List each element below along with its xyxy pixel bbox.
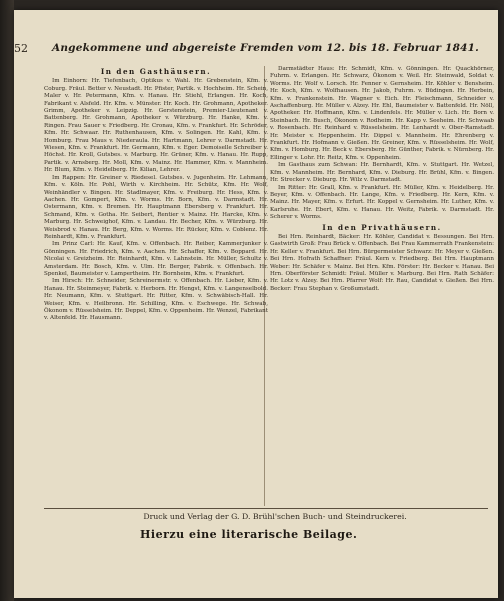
footer-rule: [44, 508, 488, 509]
list-item: Im Ritter: Hr. Grall, Kfm. v. Frankfurt. Hr. Müller, Kfm. v. Heidelberg. Hr. Beyer, Kfm. v. Offenbach. Hr. Lange, Kfm. v. Friedberg. Hr. Kern, Kfm. v. Mainz. Hr. Mayer, Kfm. v. Erfurt. Hr. Koppel v. Gernsheim. Hr. Luther, Kfm. v. Karlsruhe. Hr. Ebert, Kfm. v. Hanau. Hr. Weitz, Fabrik. v. Darmstadt. Hr. Scherer v. Worms.: [270, 184, 494, 221]
list-item: Im Rappen: Hr. Greiner v. Riedesel. Gutsbes. v. Jugenheim. Hr. Lehmann, Kfm. v. Köln. Hr. Pohl, Wirth v. Kirchheim. Hr. Schütz, Kfm. Hr. Wolf, Weinhändler v. Bingen. Hr. Stadlmayer, Kfm. v. Freiburg. Hr. Hess, Kfm. v. Aachen. Hr. Gompert, Kfm. v. Worms. Hr. Born, Kfm. v. Darmstadt. Hr. Ostermann, Kfm. v. Bremen. Hr. Hauptmann Ebersberg v. Frankfurt. Hr. Schmand, Kfm. v. Gotha. Hr. Seibert, Rentier v. Mainz. Hr. Harcke, Kfm. v. Marburg. Hr. Schweighof, Kfm. v. Landau. Hr. Becher, Kfm. v. Würzburg. Hr. Weisbrod v. Hanau. Hr. Berg, Kfm. v. Worms. Hr. Rücker, Kfm. v. Coblenz. Hr. Reinhardt, Kfm. v. Frankfurt.: [44, 174, 268, 240]
section-head-inns: In den Gasthäusern.: [100, 67, 212, 76]
left-column: [44, 66, 268, 323]
list-item: Im Gasthaus zum Schwan: Hr. Bernhardt, Kfm. v. Stuttgart. Hr. Wetzel, Kfm. v. Mannheim. Hr. Bernhard, Kfm. v. Dieburg. Hr. Brühl, Kfm. v. Bingen. Hr. Strecker v. Dieburg. Hr. Wilz v. Darmstadt.: [270, 162, 494, 184]
page-title: Angekommene und abgereiste Fremden vom 12. bis 18. Februar 1841.: [52, 42, 479, 54]
list-item: Im Einhorn: Hr. Tiefenbach, Optikus v. Wahl. Hr. Grebenstein, Kfm. v. Coburg. Fräul. Better v. Neustadt. Hr. Pfister, Partik. v. Hochheim. Hr. Schein, Maler v. Hr. Petermann, Kfm. v. Hanau. Hr. Stiehl, Erlangen. Hr. Koch, Fabrikant v. Alsfeld. Hr. Kfm. v. Münster. Hr. Koch. Hr. Grohmann, Apotheker. Grimm, Apotheker v. Leipzig. Hr. Gerstenstein, Premier-Lieutenant v. Battenberg. Hr. Grohmann, Apotheker v. Würzburg. Hr. Hanke, Kfm. v. Ringen. Frau Sauer v. Friedberg. Hr. Cronau, Kfm. v. Frankfurt. Hr. Schröder, Kfm. Hr. Schwaar. Hr. Ruthenhausen, Kfm. v. Solingen. Hr. Kahl, Kfm. v. Homburg. Frau Maus v. Niederaula. Hr. Hartmann, Lehrer v. Darmstadt. Hr. Wiesen, Kfm. v. Frankfurt. Hr. Germann, Kfm. v. Eger. Demoiselle Schreiber v. Höchst. Hr. Kroll, Gutsbes. v. Marburg. Hr. Grüner, Kfm. v. Hanau. Hr. Rupp, Partik. v. Arnsberg. Hr. Moll, Kfm. v. Mainz. Hr. Hammer, Kfm. v. Mannheim. Hr. Blum, Kfm. v. Heidelberg. Hr. Kilian, Lehrer.: [44, 78, 268, 174]
list-item: Darmstädter Haus: Hr. Schmidt, Kfm. v. Gönningen. Hr. Quackhörner, Fuhrm. v. Erlangen. Hr. Schwarz, Ökonom v. Weil. Hr. Steinwald, Soldat v. Worms. Hr. Wolf v. Lorsch. Hr. Fenner v. Gernsheim. Hr. Köhler v. Bensheim. Hr. Koch, Kfm. v. Wolfhausen. Hr. Jakob, Fuhrm. v. Büdingen. Hr. Herbein, Kfm. v. Frankenstein. Hr. Wagner v. Eich. Hr. Fleischmann, Schneider v. Aschaffenburg. Hr. Müller v. Alzey. Hr. Ehl, Baumeister v. Battenfeld. Hr. Nöll, Apotheker. Hr. Hoffmann, Kfm. v. Lindenfels. Hr. Müller v. Lich. Hr. Born v. Steinbach. Hr. Busch, Ökonom v. Rodheim. Hr. Kapp v. Seeheim. Hr. Schwaab v. Rosenbach. Hr. Reinhard v. Rüsselsheim. Hr. Lenhardt v. Ober-Ramstadt. Hr. Meister v. Heppenheim. Hr. Dippel v. Mannheim. Hr. Ehrenberg v. Frankfurt. Hr. Hofmann v. Gießen. Hr. Greiner, Kfm. v. Rüsselsheim. Hr. Wolf, Kfm. v. Homburg. Hr. Beck v. Ebersberg. Hr. Günther, Fabrik. v. Nürnberg. Hr. Ellinger v. Lohr. Hr. Reitz, Kfm. v. Oppenheim.: [270, 66, 494, 161]
right-column: [270, 66, 494, 293]
supplement-note: Hierzu eine literarische Beilage.: [140, 528, 358, 541]
section-head-private: In den Privathäusern.: [322, 222, 442, 232]
book-spine: [0, 0, 14, 601]
imprint-line: Druck und Verlag der G. D. Brühl'schen Buch- und Steindruckerei.: [143, 512, 407, 521]
list-item: Bei Hrn. Reinhardt, Bäcker: Hr. Köhler, Candidat v. Bessungen. Bei Hrn. Gastwirth Groß: Frau Brück v. Offenbach. Bei Frau Kammerrath Frankenstein: Hr. Keller v. Frankfurt. Bei Hrn. Bürgermeister Schwarz: Hr. Meyer v. Gießen. Bei Hrn. Hofrath Schaffner: Fräul. Kern v. Friedberg. Bei Hrn. Hauptmann Weber: Hr. Schäfer v. Mainz. Bei Hrn. Kfm. Förster: Hr. Becker v. Hanau. Bei Hrn. Oberförster Schmidt: Fräul. Müller v. Marburg. Bei Hrn. Rath Schäfer: Hr. Lotz v. Alzey. Bei Hrn. Pfarrer Wolf: Hr. Rau, Candidat v. Gießen. Bei Hrn. Becker: Frau Stephan v. Großumstadt.: [270, 233, 494, 292]
list-item: Im Hirsch: Hr. Schneider, Schreinermstr. v. Offenbach. Hr. Lieber, Kfm. v. Hanau. Hr. Steinmeyer, Fabrik. v. Herborn. Hr. Hengst, Kfm. v. Langenselbold. Hr. Neumann, Kfm. v. Stuttgart. Hr. Ritter, Kfm. v. Schwäbisch-Hall. Hr. Weiser, Kfm. v. Heilbronn. Hr. Schilling, Kfm. v. Eschwege. Hr. Schwab, Ökonom v. Rüsselsheim. Hr. Deppel, Kfm. v. Oppenheim. Hr. Wenzel, Fabrikant v. Altenfeld. Hr. Hausmann.: [44, 278, 268, 322]
list-item: Im Prinz Carl: Hr. Kauf, Kfm. v. Offenbach. Hr. Reiber, Kammerjunker v. Gönningen. Hr. Friedrich, Kfm. v. Aachen. Hr. Schaffer, Kfm. v. Boppard. Hr. Nicolai v. Greizheim. Hr. Reinhardt, Kfm. v. Lahnstein. Hr. Müller, Schultz v. Amsterdam. Hr. Bosch, Kfm. v. Ulm. Hr. Berger, Fabrik. v. Offenbach. Hr. Spenkel, Baumeister v. Lampertheim. Hr. Bornheim, Kfm. v. Frankfurt.: [44, 241, 268, 277]
page-number: 52: [14, 42, 28, 55]
